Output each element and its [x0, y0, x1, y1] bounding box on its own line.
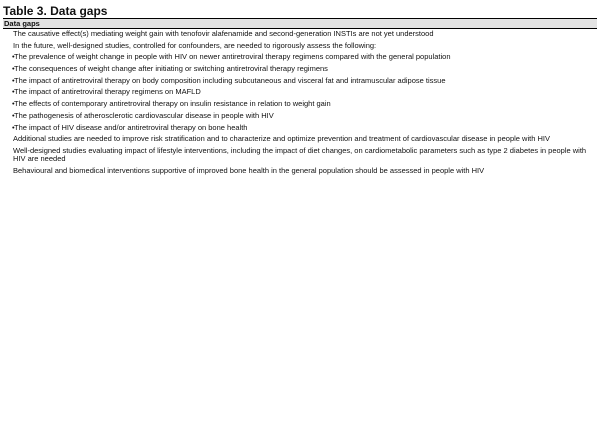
table-header: Data gaps: [3, 18, 597, 29]
bullet-icon: •: [12, 64, 15, 74]
row-text: The consequences of weight change after initiating or switching antiretroviral therapy regimens: [14, 64, 328, 74]
row-text: The pathogenesis of atherosclerotic cardiovascular disease in people with HIV: [14, 110, 274, 120]
table-row: [3, 77, 597, 86]
table-row: [3, 112, 597, 121]
row-text: The causative effect(s) mediating weight gain with tenofovir alafenamide and second-generation INSTIs are not yet understood: [13, 29, 434, 38]
row-text: Well-designed studies evaluating impact of lifestyle interventions, including the impact of diet changes, on cardiometabolic parameters such as type 2 diabetes in people with HIV are needed: [13, 145, 587, 164]
bullet-icon: •: [12, 87, 15, 97]
row-text: The effects of contemporary antiretroviral therapy on insulin resistance in relation to weight gain: [14, 99, 331, 109]
table-row: [3, 100, 597, 109]
table-row: [3, 167, 597, 176]
data-gaps-table: [3, 18, 597, 176]
table-row: [3, 124, 597, 133]
table-row: [3, 53, 597, 62]
table-row: [3, 135, 597, 144]
table-title: Table 3. Data gaps: [3, 4, 108, 18]
row-text: The impact of antiretroviral therapy on body composition including subcutaneous and visceral fat and intramuscular adipose tissue: [14, 75, 446, 85]
bullet-icon: •: [12, 110, 15, 120]
table-row: [3, 30, 597, 39]
row-text: The impact of HIV disease and/or antiretroviral therapy on bone health: [14, 122, 248, 132]
table-row: [3, 88, 597, 97]
table-row: [3, 42, 597, 51]
row-text: In the future, well-designed studies, controlled for confounders, are needed to rigorously assess the following:: [13, 40, 377, 50]
row-text: Behavioural and biomedical interventions supportive of improved bone health in the general population should be assessed in people with HIV: [13, 166, 485, 176]
bullet-icon: •: [12, 75, 15, 85]
row-text: The prevalence of weight change in people with HIV on newer antiretroviral therapy regimens compared with the general population: [14, 52, 451, 62]
row-text: Additional studies are needed to improve risk stratification and to characterize and optimize prevention and treatment of cardiovascular disease in people with HIV: [13, 134, 550, 144]
row-text: The impact of antiretroviral therapy regimens on MAFLD: [14, 87, 201, 97]
bullet-icon: •: [12, 99, 15, 109]
bullet-icon: •: [12, 122, 15, 132]
table-row: [3, 147, 597, 164]
table-row: [3, 65, 597, 74]
bullet-icon: •: [12, 52, 15, 62]
